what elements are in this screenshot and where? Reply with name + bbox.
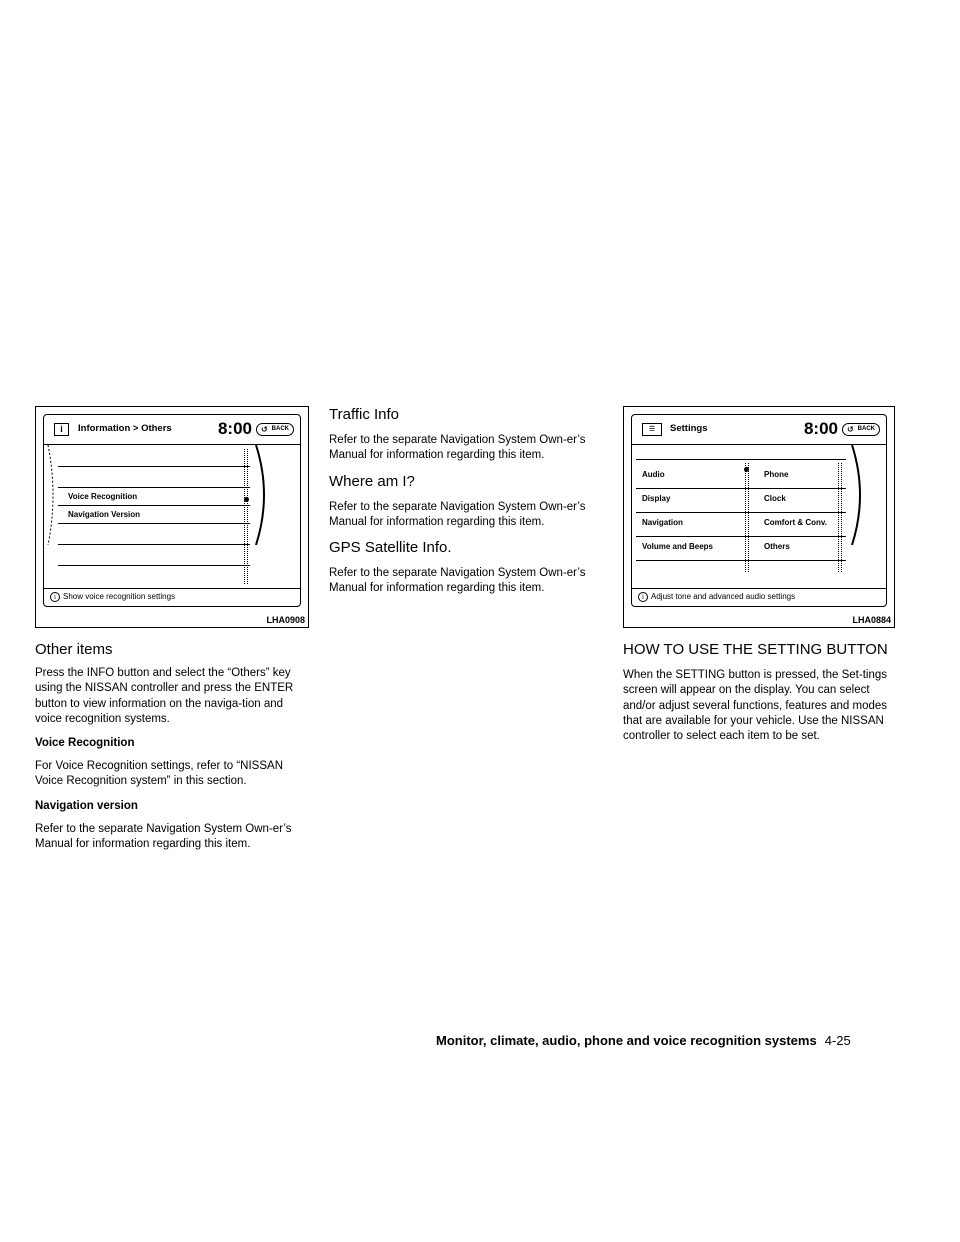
back-arrow-icon: ↺ xyxy=(847,425,854,434)
clock-time: 8:00 xyxy=(217,419,252,438)
heading-where-am-i: Where am I? xyxy=(329,472,415,490)
row-divider xyxy=(636,512,846,513)
right-column xyxy=(623,406,895,744)
footer-hint: Adjust tone and advanced audio settings xyxy=(651,592,796,601)
row-divider xyxy=(58,505,250,506)
back-button[interactable] xyxy=(842,423,880,436)
paragraph-navigation: Refer to the separate Navigation System Own-er’s Manual for information regarding this item. xyxy=(35,822,292,851)
figure-settings xyxy=(623,406,895,628)
screen-footer xyxy=(44,588,300,606)
page-footer xyxy=(436,1033,851,1048)
heading-traffic-info: Traffic Info xyxy=(329,406,400,423)
row-divider xyxy=(58,487,250,488)
info-icon: i xyxy=(50,592,60,602)
page-number: 4-25 xyxy=(824,1033,851,1048)
back-button[interactable] xyxy=(256,423,294,436)
settings-grid xyxy=(632,445,886,588)
screen-header xyxy=(44,415,300,445)
settings-item-audio[interactable]: Audio xyxy=(642,470,665,479)
list-item-navigation-version[interactable]: Navigation Version xyxy=(68,510,141,519)
footer-hint: Show voice recognition settings xyxy=(63,592,176,601)
paragraph-intro: Press the INFO button and select the “Others” key using the NISSAN controller and press the ENTER button to view information on the naviga-tion and voice recognition systems. xyxy=(35,667,294,725)
row-divider xyxy=(636,560,846,561)
screen-title: Settings xyxy=(670,423,708,434)
paragraph-traffic: Refer to the separate Navigation System Own-er’s Manual for information regarding this item. xyxy=(329,434,586,462)
scroll-knob[interactable] xyxy=(244,497,249,502)
row-divider xyxy=(58,523,250,524)
screen-title: Information > Others xyxy=(78,423,172,434)
middle-column xyxy=(329,406,605,597)
settings-item-clock[interactable]: Clock xyxy=(764,494,786,503)
menu-list xyxy=(44,445,300,588)
figure-code: LHA0884 xyxy=(852,615,891,625)
paragraph-gps: Refer to the separate Navigation System Own-er’s Manual for information regarding this item. xyxy=(329,567,586,595)
heading-voice-recognition: Voice Recognition xyxy=(35,737,135,750)
row-divider xyxy=(58,544,250,545)
settings-item-comfort[interactable]: Comfort & Conv. xyxy=(764,518,827,527)
heading-setting-button: HOW TO USE THE SETTING BUTTON xyxy=(623,641,888,658)
row-divider xyxy=(58,466,250,467)
settings-item-phone[interactable]: Phone xyxy=(764,470,789,479)
display-screen xyxy=(43,414,301,607)
paragraph-where: Refer to the separate Navigation System Own-er’s Manual for information regarding this item. xyxy=(329,500,586,528)
figure-code: LHA0908 xyxy=(266,615,305,625)
heading-other-items: Other items xyxy=(35,641,113,658)
row-divider xyxy=(636,488,846,489)
screen-footer xyxy=(632,588,886,606)
row-divider xyxy=(636,536,846,537)
section-title: Monitor, climate, audio, phone and voice recognition systems xyxy=(436,1033,817,1048)
scrollbar-right[interactable] xyxy=(838,463,842,572)
paragraph-setting: When the SETTING button is pressed, the Set-tings screen will appear on the display. You can select and/or adjust several functions, features and modes that are available for your vehicle. Use the NISSAN controller to select each item to be set. xyxy=(623,669,888,743)
scrollbar-left[interactable] xyxy=(745,463,749,572)
clock-time: 8:00 xyxy=(803,419,838,438)
left-column xyxy=(35,406,309,852)
settings-item-others[interactable]: Others xyxy=(764,542,790,551)
settings-item-display[interactable]: Display xyxy=(642,494,671,503)
scroll-knob[interactable] xyxy=(744,467,749,472)
scrollbar[interactable] xyxy=(244,449,248,584)
paragraph-voice: For Voice Recognition settings, refer to “NISSAN Voice Recognition system” in this section. xyxy=(35,760,283,788)
settings-item-volume-beeps[interactable]: Volume and Beeps xyxy=(642,542,713,551)
back-label: BACK xyxy=(271,426,289,432)
settings-item-navigation[interactable]: Navigation xyxy=(642,518,683,527)
right-bezel-curve xyxy=(846,445,876,545)
settings-menu-icon: ☰ xyxy=(642,423,662,436)
heading-navigation-version: Navigation version xyxy=(35,799,138,812)
left-bezel-curve xyxy=(44,445,64,545)
display-screen xyxy=(631,414,887,607)
screen-header xyxy=(632,415,886,445)
right-bezel-curve xyxy=(250,445,280,545)
list-item-voice-recognition[interactable]: Voice Recognition xyxy=(68,492,138,501)
back-label: BACK xyxy=(857,426,875,432)
row-divider xyxy=(636,459,846,460)
back-arrow-icon: ↺ xyxy=(261,425,268,434)
info-icon: i xyxy=(638,592,648,602)
heading-gps-satellite-info: GPS Satellite Info. xyxy=(329,539,452,557)
figure-information-others xyxy=(35,406,309,628)
row-divider xyxy=(58,565,250,566)
info-menu-icon: i xyxy=(54,423,69,436)
